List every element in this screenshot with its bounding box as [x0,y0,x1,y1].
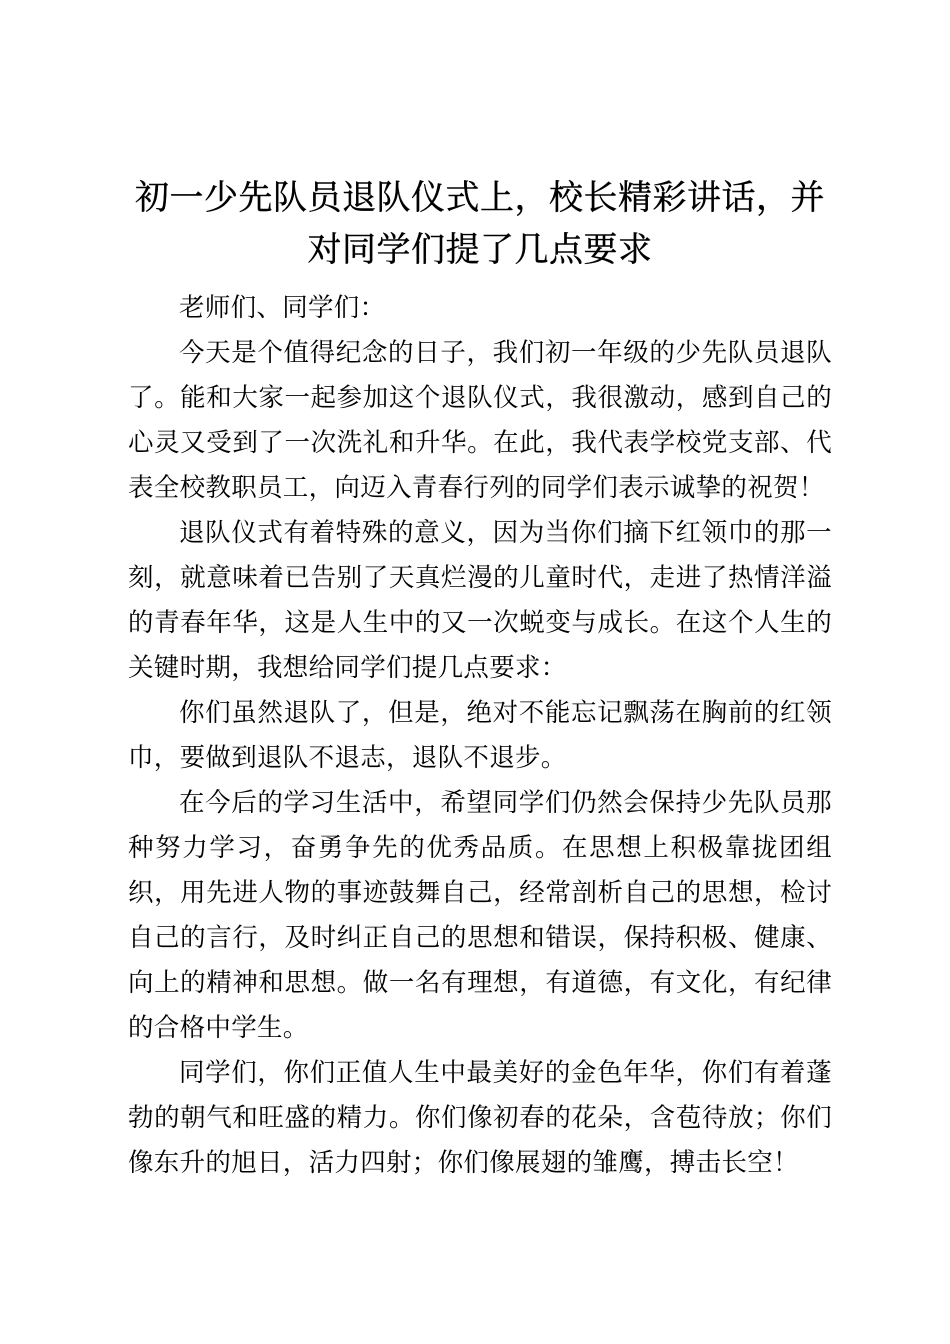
body-paragraph: 你们虽然退队了，但是，绝对不能忘记飘荡在胸前的红领巾，要做到退队不退志，退队不退步。 [128,698,832,773]
body-paragraph: 同学们，你们正值人生中最美好的金色年华，你们有着蓬勃的朝气和旺盛的精力。你们像初春的花朵，含苞待放；你们像东升的旭日，活力四射；你们像展翅的雏鹰，搏击长空！ [128,1058,832,1178]
body-paragraph: 在今后的学习生活中，希望同学们仍然会保持少先队员那种努力学习，奋勇争先的优秀品质。在思想上积极靠拢团组织，用先进人物的事迹鼓舞自己，经常剖析自己的思想，检讨自己的言行，及时纠正自己的思想和错误，保持积极、健康、向上的精神和思想。做一名有理想，有道德，有文化，有纪律的合格中学生。 [128,788,832,1043]
body-paragraph: 今天是个值得纪念的日子，我们初一年级的少先队员退队了。能和大家一起参加这个退队仪式，我很激动，感到自己的心灵又受到了一次洗礼和升华。在此，我代表学校党支部、代表全校教职员工，向迈入青春行列的同学们表示诚挚的祝贺！ [128,338,832,503]
salutation-paragraph: 老师们、同学们： [179,293,386,323]
document-title: 初一少先队员退队仪式上，校长精彩讲话，并对同学们提了几点要求 [135,178,825,270]
body-paragraph: 退队仪式有着特殊的意义，因为当你们摘下红领巾的那一刻，就意味着已告别了天真烂漫的儿童时代，走进了热情洋溢的青春年华，这是人生中的又一次蜕变与成长。在这个人生的关键时期，我想给同学们提几点要求： [128,518,832,683]
document-page [128,172,832,1186]
